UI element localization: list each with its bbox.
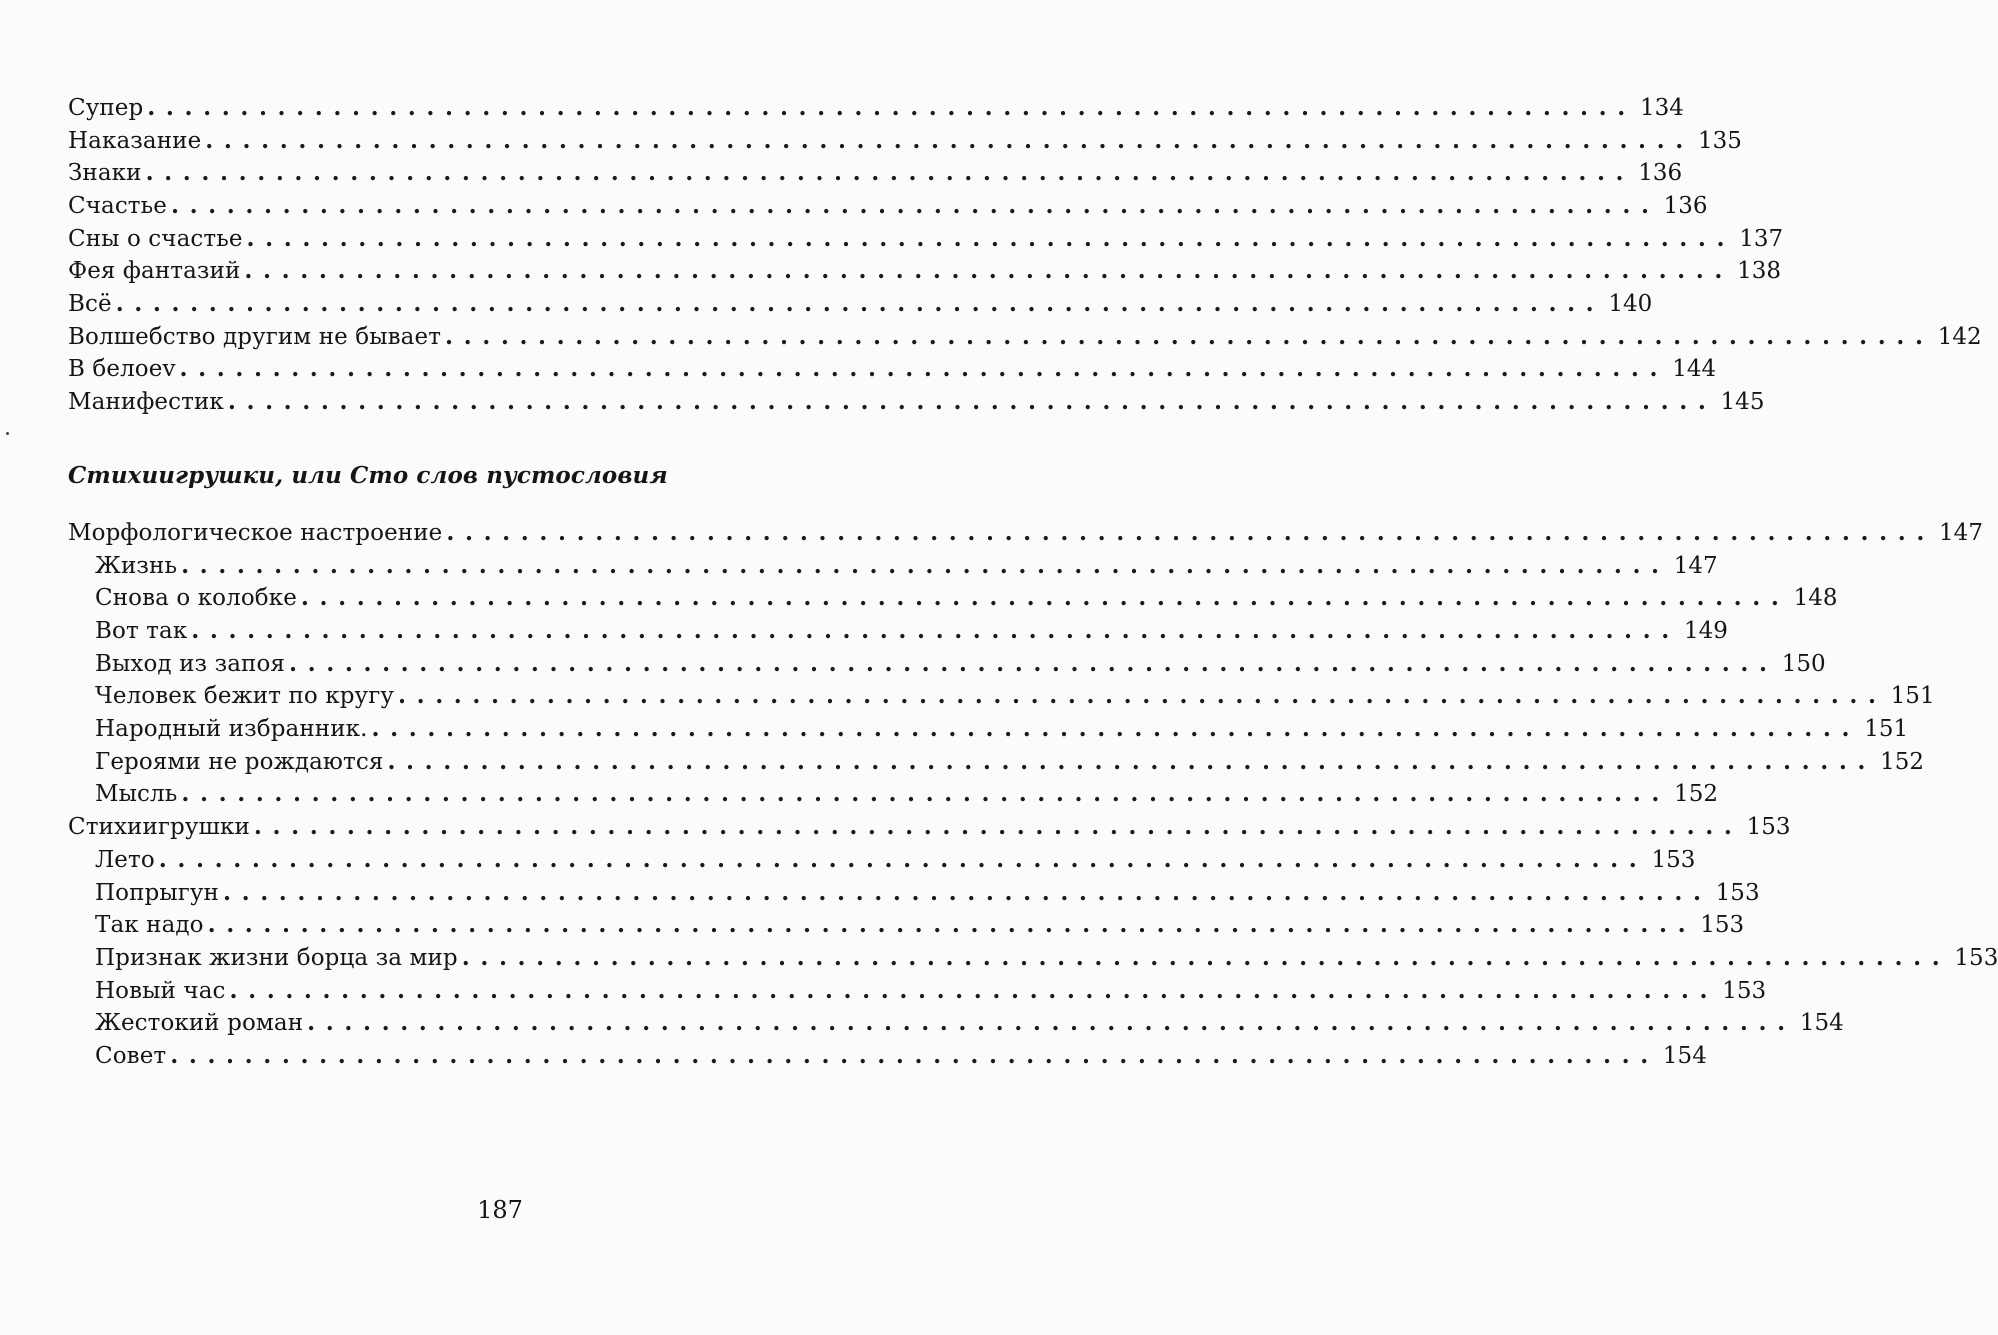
toc-entry — [68, 680, 1935, 713]
toc-entry — [68, 550, 1718, 583]
toc-entry — [68, 125, 1742, 158]
toc-entry-page: 138 — [1737, 258, 1782, 285]
toc-entry-page: 150 — [1781, 650, 1826, 677]
toc-entry-title: Счастье — [68, 193, 167, 220]
toc-entry — [68, 321, 1982, 354]
toc-entry-title: Признак жизни борца за мир — [95, 944, 458, 971]
toc-entry-title: Народный избранник. — [95, 716, 368, 743]
toc-entry-title: Выход из запоя — [95, 650, 286, 677]
toc-entry-page: 135 — [1697, 127, 1742, 154]
dot-leader: ................................................................................ — [181, 551, 1670, 579]
dot-leader: ................................................................................ — [446, 518, 1935, 546]
toc-entry — [68, 713, 1909, 746]
toc-entry-page: 153 — [1722, 977, 1767, 1004]
toc-entry — [68, 92, 1684, 125]
toc-entry-page: 145 — [1720, 389, 1765, 416]
toc-entry-page: 137 — [1739, 225, 1784, 252]
toc-entry — [68, 615, 1728, 648]
dot-leader: ................................................................................ — [147, 93, 1636, 121]
toc-entry — [68, 386, 1765, 419]
section-heading: Стихиигрушки, или Сто слов пустословия — [68, 462, 668, 489]
toc-entry-page: 151 — [1890, 683, 1935, 710]
toc-list-section — [68, 517, 1998, 1073]
toc-entry-title: Снова о колобке — [95, 585, 297, 612]
toc-entry-page: 154 — [1662, 1042, 1707, 1069]
toc-entry — [68, 157, 1683, 190]
dot-leader: ................................................................................ — [179, 355, 1669, 383]
toc-entry — [68, 975, 1767, 1008]
dot-leader: ................................................................................ — [387, 747, 1877, 775]
toc-entry-title: Супер — [68, 94, 144, 121]
toc-entry-title: Морфологическое настроение — [68, 519, 443, 546]
toc-entry — [68, 648, 1826, 681]
toc-entry-page: 136 — [1663, 193, 1708, 220]
dot-leader: ................................................................................ — [246, 224, 1736, 252]
toc-entry-title: В белоеv — [68, 356, 176, 383]
toc-entry-page: 153 — [1651, 846, 1696, 873]
dot-leader: ................................................................................ — [229, 976, 1719, 1004]
toc-entry-title: Жестокий роман — [95, 1010, 304, 1037]
dot-leader: ................................................................................ — [158, 845, 1648, 873]
dot-leader: ................................................................................ — [445, 322, 1934, 350]
dot-leader: ................................................................................ — [207, 911, 1697, 939]
toc-entry — [68, 877, 1760, 910]
toc-entry — [68, 223, 1784, 256]
dot-leader: ................................................................................ — [397, 682, 1887, 710]
toc-entry — [68, 255, 1782, 288]
toc-entry-page: 134 — [1639, 94, 1684, 121]
dot-leader: ................................................................................ — [115, 290, 1605, 318]
toc-entry-title: Жизнь — [95, 552, 178, 579]
toc-entry-page: 152 — [1880, 748, 1925, 775]
toc-entry-page: 147 — [1673, 552, 1718, 579]
toc-entry-title: Совет — [95, 1042, 167, 1069]
toc-entry — [68, 190, 1708, 223]
dot-leader: ................................................................................ — [191, 617, 1680, 645]
paper-speck — [6, 432, 9, 435]
dot-leader: ................................................................................ — [205, 126, 1694, 154]
toc-entry-title: Лето — [95, 846, 155, 873]
toc-entry-title: Манифестик — [68, 389, 224, 416]
toc-entry-page: 154 — [1799, 1010, 1844, 1037]
dot-leader: ................................................................................ — [253, 813, 1743, 841]
dot-leader: ................................................................................ — [461, 943, 1951, 971]
toc-entry-page: 153 — [1700, 912, 1745, 939]
toc-entry-title: Так надо — [95, 912, 204, 939]
toc-entry — [68, 909, 1745, 942]
toc-entry — [68, 942, 1998, 975]
toc-entry-page: 136 — [1638, 160, 1683, 187]
toc-entry — [68, 1007, 1844, 1040]
toc-entry-page: 153 — [1954, 944, 1998, 971]
dot-leader: ................................................................................ — [289, 649, 1778, 677]
toc-entry — [68, 746, 1925, 779]
toc-entry — [68, 844, 1696, 877]
toc-entry-title: Сны о счастье — [68, 225, 243, 252]
toc-entry-page: 151 — [1864, 716, 1909, 743]
page-number: 187 — [477, 1196, 523, 1224]
toc-entry-title: Попрыгун — [95, 879, 219, 906]
dot-leader: ................................................................................ — [222, 878, 1712, 906]
toc-entry-page: 147 — [1939, 519, 1983, 546]
toc-entry — [68, 779, 1718, 812]
toc-entry — [68, 288, 1653, 321]
toc-entry-page: 153 — [1746, 814, 1791, 841]
dot-leader: ................................................................................ — [227, 388, 1717, 416]
dot-leader: ................................................................................ — [307, 1009, 1796, 1037]
toc-entry-page: 148 — [1793, 585, 1838, 612]
dot-leader: ................................................................................ — [170, 1041, 1659, 1069]
dot-leader: ................................................................................ — [300, 584, 1790, 612]
toc-entry — [68, 1040, 1707, 1073]
toc-entry — [68, 582, 1838, 615]
toc-entry-title: Стихиигрушки — [68, 814, 250, 841]
toc-entry-page: 152 — [1674, 781, 1718, 808]
toc-entry-title: Вот так — [95, 618, 188, 645]
toc-entry — [68, 354, 1717, 387]
dot-leader: ................................................................................ — [244, 257, 1734, 285]
toc-entry-title: Наказание — [68, 127, 202, 154]
toc-entry-title: Всё — [68, 291, 112, 318]
toc-entry-title: Человек бежит по кругу — [95, 683, 394, 710]
dot-leader: ................................................................................ — [181, 780, 1670, 808]
toc-entry-page: 140 — [1608, 291, 1653, 318]
dot-leader: ................................................................................ — [145, 159, 1635, 187]
dot-leader: ................................................................................ — [170, 192, 1660, 220]
toc-entry-page: 153 — [1715, 879, 1760, 906]
toc-entry-title: Мысль — [95, 781, 178, 808]
toc-entry — [68, 517, 1983, 550]
toc-entry — [68, 811, 1791, 844]
toc-entry-title: Фея фантазий — [68, 258, 241, 285]
toc-list-main — [68, 92, 1982, 419]
toc-entry-page: 144 — [1672, 356, 1717, 383]
toc-entry-page: 142 — [1937, 323, 1982, 350]
toc-entry-page: 149 — [1683, 618, 1728, 645]
toc-entry-title: Героями не рождаются — [95, 748, 384, 775]
toc-entry-title: Новый час — [95, 977, 226, 1004]
dot-leader: ................................................................................ — [371, 715, 1861, 743]
toc-entry-title: Знаки — [68, 160, 142, 187]
toc-entry-title: Волшебство другим не бывает — [68, 323, 442, 350]
